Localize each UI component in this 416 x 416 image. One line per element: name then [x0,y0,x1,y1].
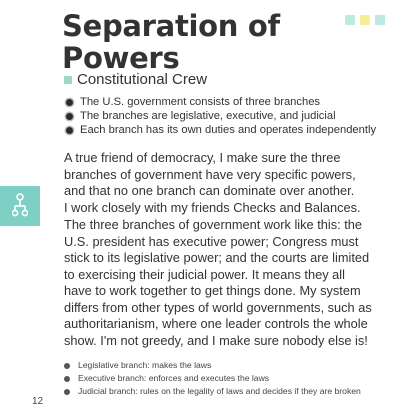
bullet-icon [64,376,70,382]
page-title [62,10,280,74]
page-number: 12 [32,396,44,407]
paragraph-line: have to work together to get things done. My system [64,283,361,298]
paragraph-line: to exercising their judicial power. It means they all [64,266,345,282]
paragraph-line: show. I'm not greedy, and I make sure nobody else is! [64,332,368,348]
key-points-list [66,95,376,137]
branches-list [64,359,361,398]
key-point-text: Each branch has its own duties and operates independently [80,124,377,136]
bullet-icon [66,127,73,134]
list-item [64,372,361,385]
decorative-square [360,15,370,25]
paragraph-line: The three branches of government work like this: the [64,217,363,232]
page-title-line-1: Separation of [62,9,280,43]
intro-paragraph [64,150,416,216]
decorative-squares [345,15,385,25]
paragraph-line: U.S. president has executive power; Congress must [64,233,359,249]
list-item [64,385,361,398]
branch-text: Judicial branch: rules on the legality of laws and decides if they are broken [78,386,361,396]
branching-tree-icon [12,193,28,219]
paragraph-line: authoritarianism, where one leader controls the whole [64,316,368,331]
list-item [66,95,376,109]
subtitle-square-icon [64,76,72,84]
side-tab [0,186,40,226]
paragraph-line: A true friend of democracy, I make sure the three [64,150,341,165]
list-item [66,109,376,123]
paragraph-line: branches of government have very specific powers, [64,166,356,182]
page-title-line-2: Powers [62,41,180,75]
key-point-text: The branches are legislative, executive, and judicial [80,110,336,122]
list-item [66,123,376,137]
paragraph-line: differs from other types of world governments, such as [64,299,372,315]
branch-text: Legislative branch: makes the laws [78,360,212,370]
bullet-icon [64,363,70,369]
paragraph-line: and that no one branch can dominate over another. [64,183,355,198]
branch-text: Executive branch: enforces and executes the laws [78,373,270,383]
bullet-icon [64,389,70,395]
body-paragraph [64,217,416,349]
bullet-icon [66,99,73,106]
decorative-square [345,15,355,25]
subtitle [64,71,207,88]
paragraph-line: I work closely with my friends Checks and Balances. [64,199,361,215]
key-point-text: The U.S. government consists of three branches [80,96,321,108]
list-item [64,359,361,372]
subtitle-text: Constitutional Crew [77,71,208,88]
bullet-icon [66,113,73,120]
paragraph-line: stick to its legislative power; and the courts are limited [64,250,370,265]
decorative-square [375,15,385,25]
